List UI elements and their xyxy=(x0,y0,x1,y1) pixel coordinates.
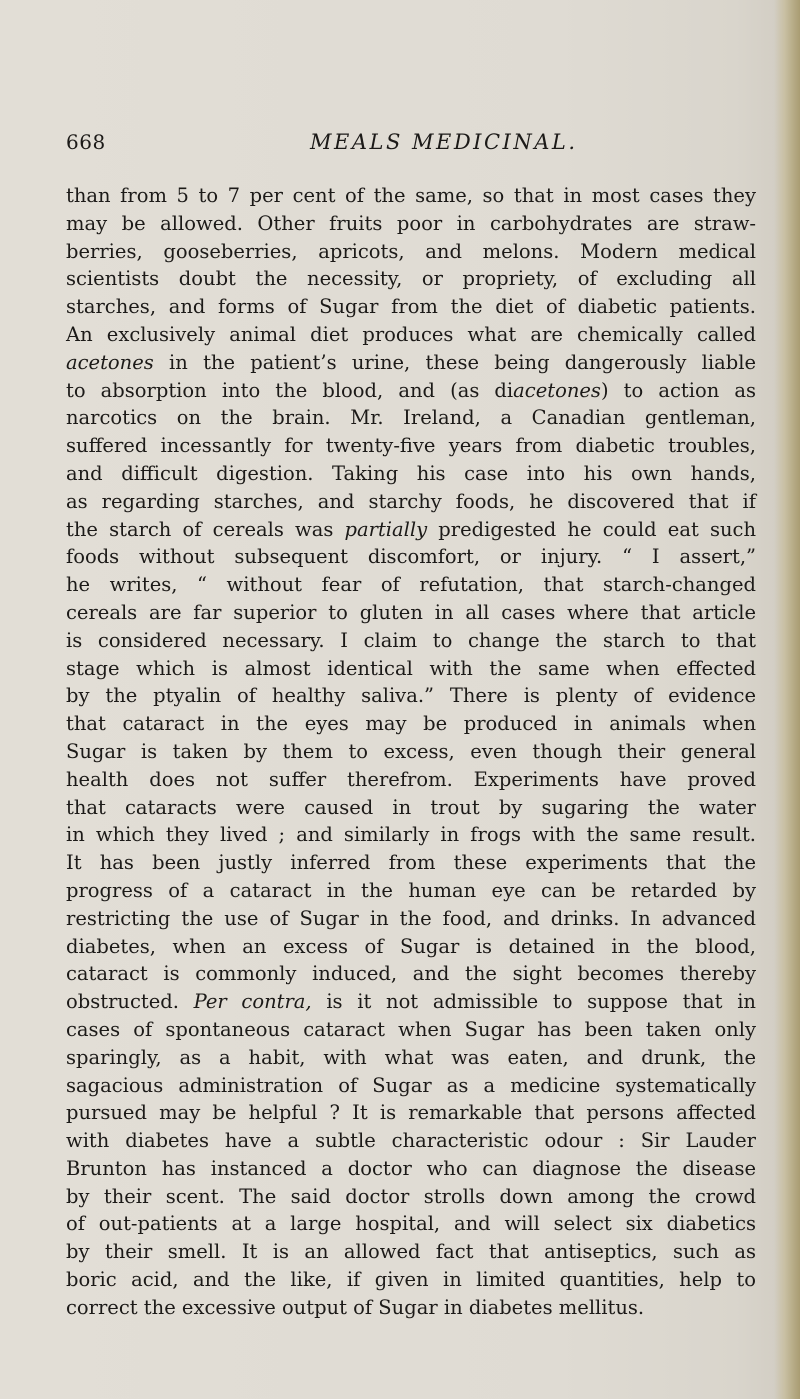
page-edge-shadow xyxy=(774,0,800,1399)
text-line: sagacious administration of Sugar as a medicine systematically xyxy=(66,1073,756,1097)
text-line: cataract is commonly induced, and the sight becomes thereby xyxy=(66,962,756,986)
body-paragraph xyxy=(66,182,756,1322)
text-line: to absorption into the blood, and (as diacetones) to action as xyxy=(66,378,756,402)
text-line: with diabetes have a subtle characteristic odour : Sir Lauder xyxy=(66,1129,756,1153)
text-line: restricting the use of Sugar in the food, and drinks. In advanced xyxy=(66,906,756,930)
emphasis-text: acetones xyxy=(66,350,154,374)
text-line: that cataract in the eyes may be produced in animals when xyxy=(66,712,756,736)
text-line: is considered necessary. I claim to change the starch to that xyxy=(66,628,756,652)
text-line: correct the excessive output of Sugar in diabetes mellitus. xyxy=(66,1295,645,1319)
text-line: as regarding starches, and starchy foods, he discovered that if xyxy=(66,489,756,513)
text-line: he writes, “ without fear of refutation, that starch-changed xyxy=(66,573,756,597)
text-line: foods without subsequent discomfort, or injury. “ I assert,” xyxy=(66,545,756,569)
page-number: 668 xyxy=(66,130,106,154)
text-line: in which they lived ; and similarly in frogs with the same result. xyxy=(66,823,756,847)
text-line: by their smell. It is an allowed fact that antiseptics, such as xyxy=(66,1240,756,1264)
text-line: berries, gooseberries, apricots, and melons. Modern medical xyxy=(66,239,756,263)
text-line: obstructed. Per contra, is it not admissible to suppose that in xyxy=(66,990,756,1014)
text-line: and difficult digestion. Taking his case into his own hands, xyxy=(66,461,756,485)
text-line: may be allowed. Other fruits poor in carbohydrates are straw- xyxy=(66,211,756,235)
text-line: by their scent. The said doctor strolls down among the crowd xyxy=(66,1184,756,1208)
text-line: progress of a cataract in the human eye can be retarded by xyxy=(66,878,756,902)
text-line: of out-patients at a large hospital, and will select six diabetics xyxy=(66,1212,756,1236)
text-line: Brunton has instanced a doctor who can diagnose the disease xyxy=(66,1156,756,1180)
text-line: scientists doubt the necessity, or propriety, of excluding all xyxy=(66,267,756,291)
text-line: starches, and forms of Sugar from the diet of diabetic patients. xyxy=(66,295,756,319)
text-line: stage which is almost identical with the same when effected xyxy=(66,656,756,680)
text-line: diabetes, when an excess of Sugar is detained in the blood, xyxy=(66,934,756,958)
text-line: It has been justly inferred from these experiments that the xyxy=(66,851,756,875)
text-line: cereals are far superior to gluten in all cases where that article xyxy=(66,600,756,624)
text-line: boric acid, and the like, if given in limited quantities, help to xyxy=(66,1268,756,1292)
text-line: suffered incessantly for twenty-five years from diabetic troubles, xyxy=(66,434,756,458)
text-line: An exclusively animal diet produces what are chemically called xyxy=(66,322,756,346)
emphasis-text: Per contra, xyxy=(193,990,312,1014)
text-line: than from 5 to 7 per cent of the same, so that in most cases they xyxy=(66,184,756,207)
text-line: that cataracts were caused in trout by sugaring the water xyxy=(66,795,756,819)
text-line: Sugar is taken by them to excess, even though their general xyxy=(66,739,756,763)
text-line: health does not suffer therefrom. Experiments have proved xyxy=(66,767,756,791)
emphasis-text: acetones xyxy=(513,378,601,402)
page-header xyxy=(0,130,800,166)
text-line: sparingly, as a habit, with what was eaten, and drunk, the xyxy=(66,1045,756,1069)
running-head: MEALS MEDICINAL. xyxy=(310,130,578,154)
text-line: by the ptyalin of healthy saliva.” There is plenty of evidence xyxy=(66,684,756,708)
emphasis-text: partially xyxy=(344,517,428,541)
text-line: acetones in the patient’s urine, these being dangerously liable xyxy=(66,350,756,374)
text-line: the starch of cereals was partially predigested he could eat such xyxy=(66,517,757,541)
text-line: cases of spontaneous cataract when Sugar has been taken only xyxy=(66,1017,756,1041)
text-line: narcotics on the brain. Mr. Ireland, a Canadian gentleman, xyxy=(66,406,756,430)
text-line: pursued may be helpful ? It is remarkable that persons affected xyxy=(66,1101,756,1125)
